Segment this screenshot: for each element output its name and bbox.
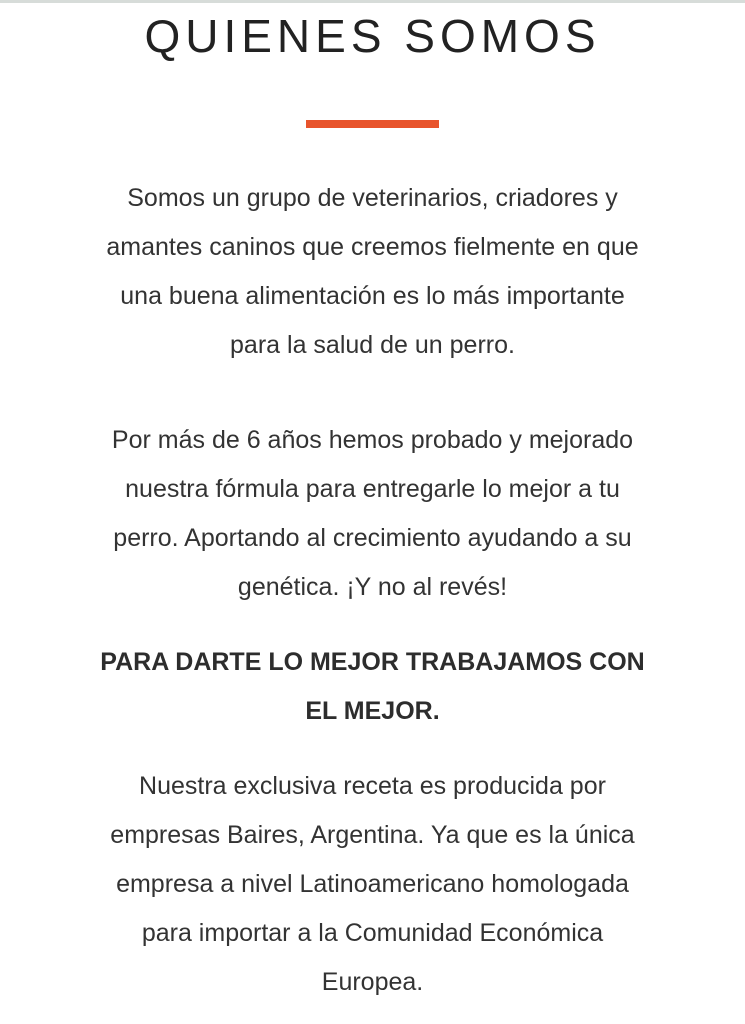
- about-paragraph-2: Por más de 6 años hemos probado y mejorado nuestra fórmula para entregarle lo mejor a tu perro. Aportando al crecimiento ayudando a su genética. ¡Y no al revés!: [111, 426, 634, 601]
- section-title: QUIENES SOMOS: [144, 10, 601, 62]
- about-highlight-heading: PARA DARTE LO MEJOR TRABAJAMOS CON EL MEJOR.: [100, 648, 645, 725]
- about-paragraph-1: Somos un grupo de veterinarios, criadores y amantes caninos que creemos fielmente en que una buena alimentación es lo más importante para la salud de un perro.: [106, 184, 639, 359]
- title-accent-divider: [306, 120, 439, 128]
- about-paragraph-3: Nuestra exclusiva receta es producida por empresas Baires, Argentina. Ya que es la única empresa a nivel Latinoamericano homologada para importar a la Comunidad Económica Europea.: [110, 772, 635, 996]
